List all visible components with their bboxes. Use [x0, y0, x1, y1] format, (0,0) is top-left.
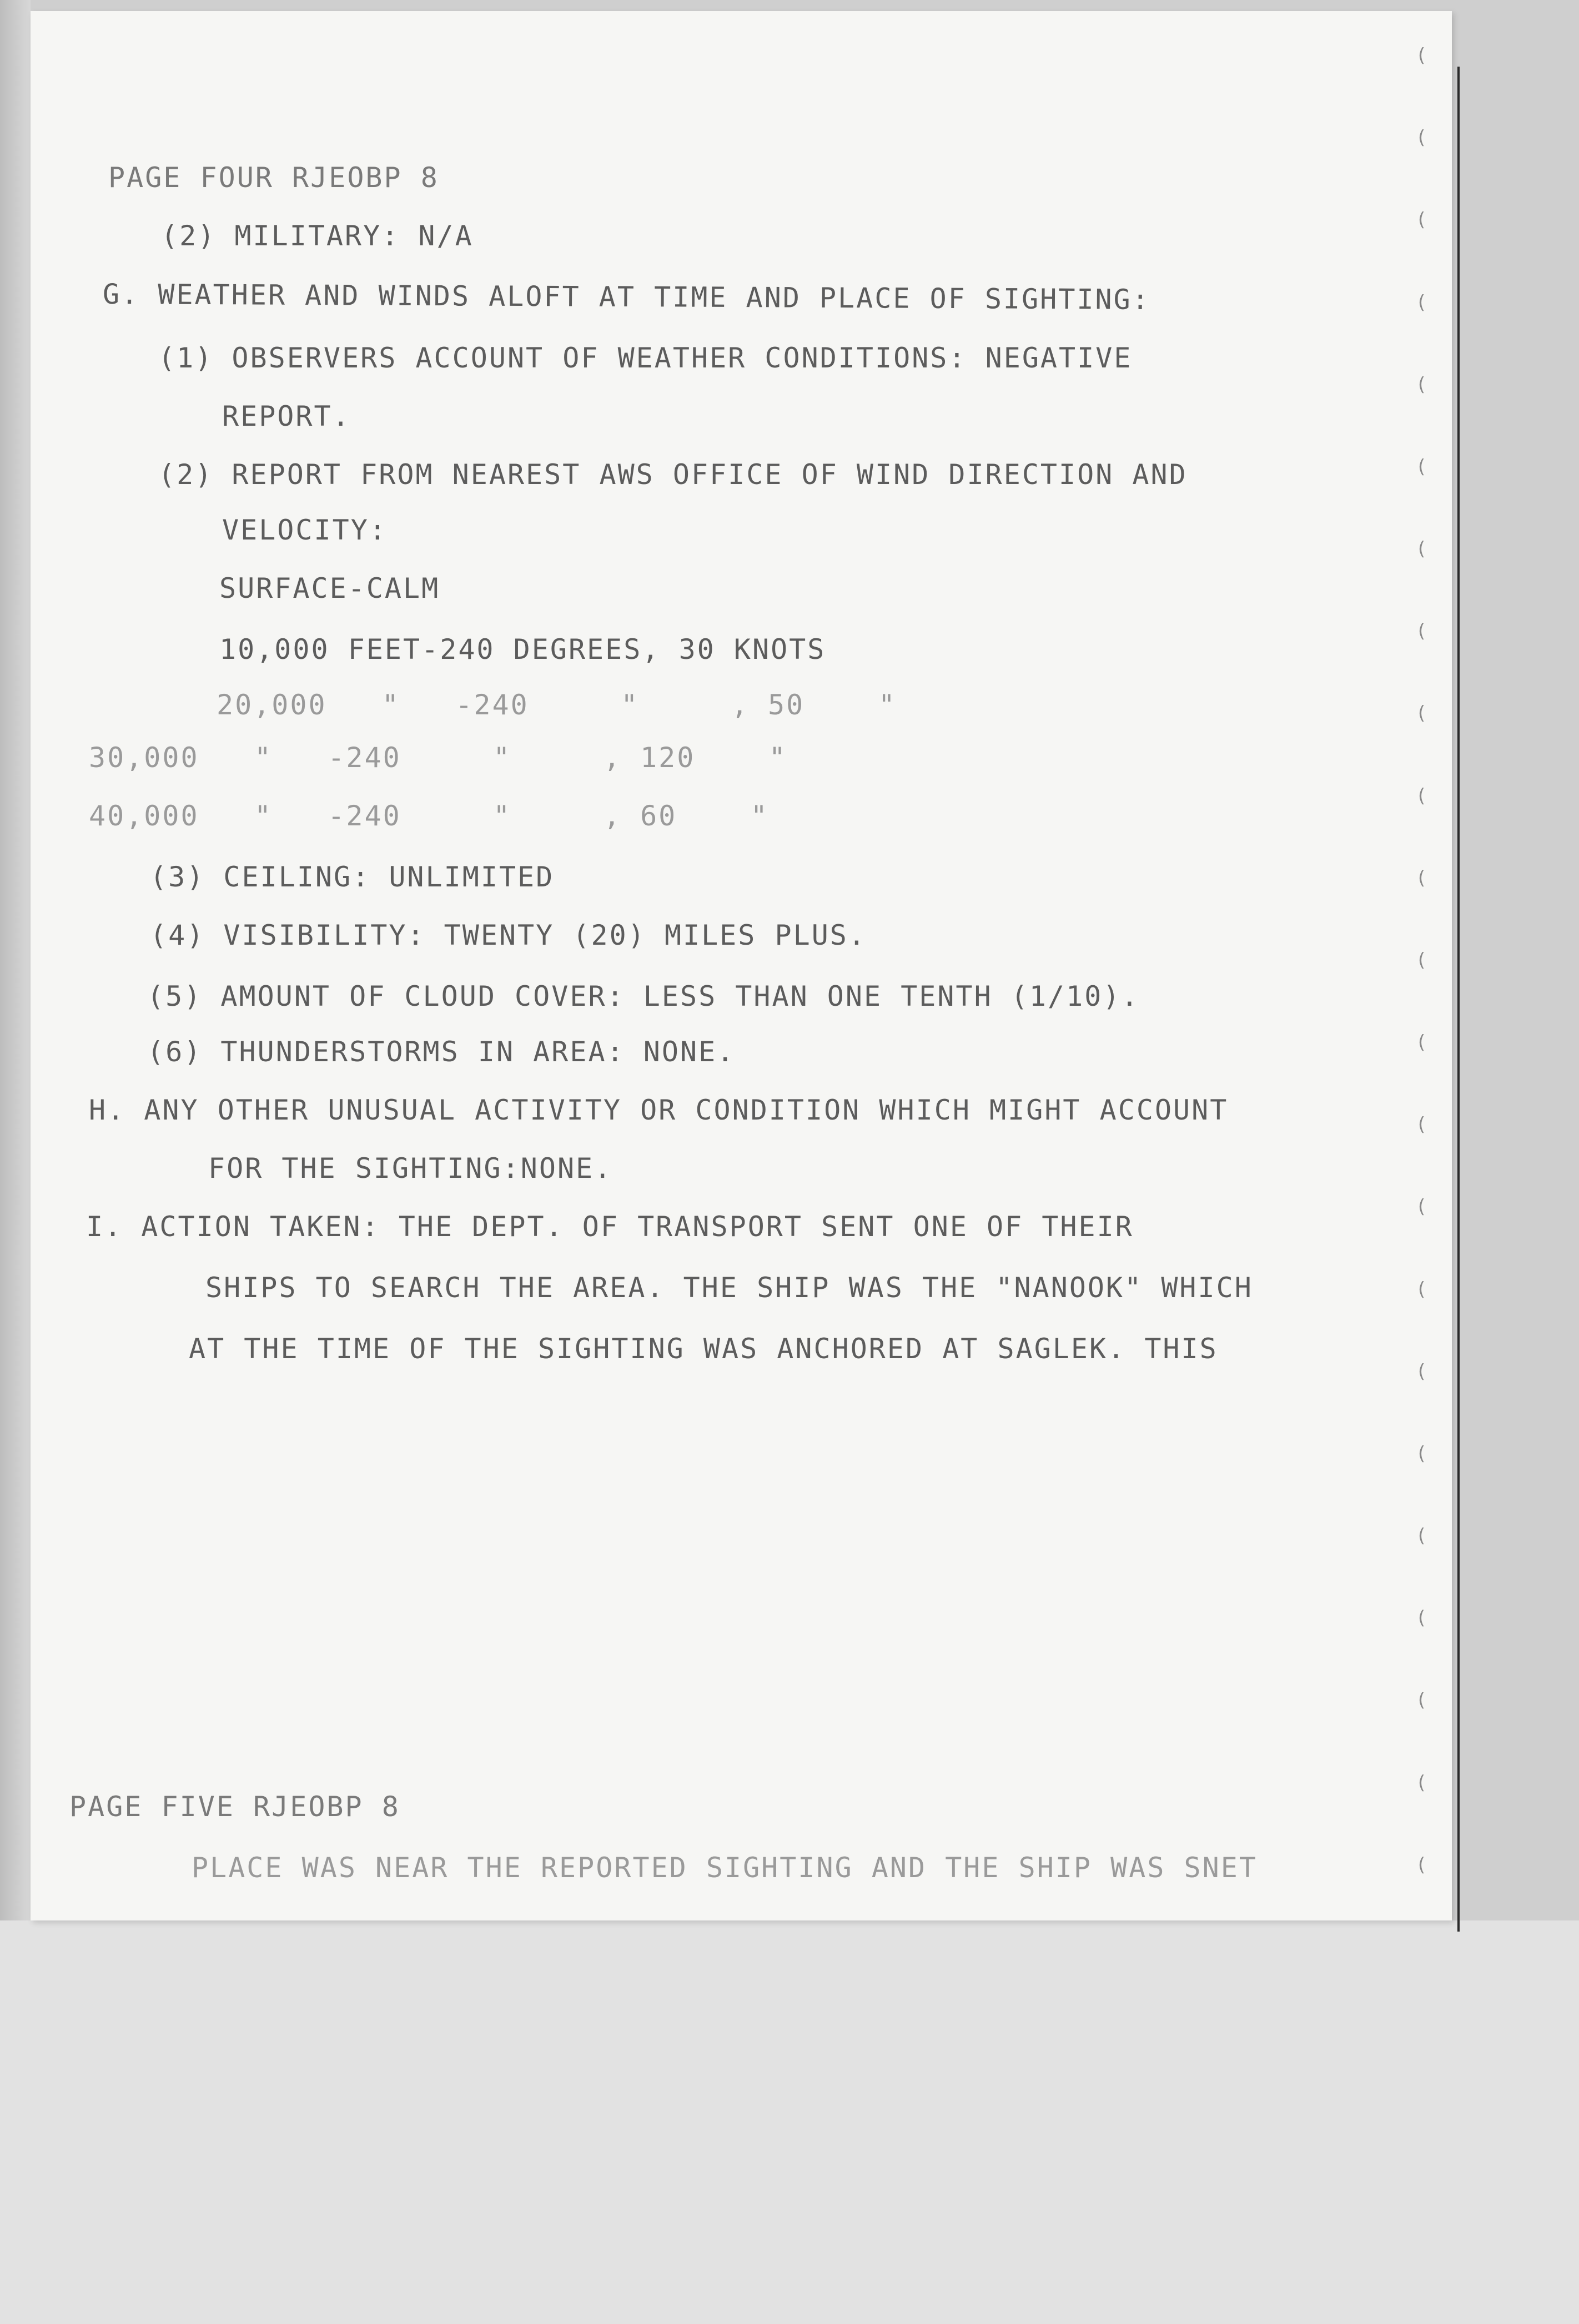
thunderstorms-line: (6) THUNDERSTORMS IN AREA: NONE. — [147, 1036, 736, 1068]
wind-20000: 20,000 " -240 " , 50 " — [217, 689, 897, 721]
margin-mark: ( — [1415, 784, 1427, 807]
ceiling-line: (3) CEILING: UNLIMITED — [150, 861, 555, 893]
margin-mark: ( — [1415, 1607, 1427, 1630]
section-i-line1: I. ACTION TAKEN: THE DEPT. OF TRANSPORT SENT ONE OF THEIR — [86, 1211, 1134, 1243]
film-backdrop — [0, 1920, 1579, 2324]
wind-40000: 40,000 " -240 " , 60 " — [89, 800, 769, 832]
margin-mark: ( — [1415, 127, 1427, 149]
section-g-item2-line1: (2) REPORT FROM NEAREST AWS OFFICE OF WIND DIRECTION AND — [158, 458, 1188, 491]
cloud-cover-line: (5) AMOUNT OF CLOUD COVER: LESS THAN ONE TENTH (1/10). — [147, 980, 1140, 1012]
margin-mark: ( — [1415, 44, 1427, 67]
page-five-header: PAGE FIVE RJEOBP 8 — [69, 1791, 400, 1823]
page-five-line1: PLACE WAS NEAR THE REPORTED SIGHTING AND THE SHIP WAS SNET — [192, 1852, 1258, 1884]
surface-wind: SURFACE-CALM — [219, 572, 440, 604]
perforation-margin — [1405, 44, 1438, 1876]
section-g-item1-line1: (1) OBSERVERS ACCOUNT OF WEATHER CONDITIONS: NEGATIVE — [158, 342, 1133, 374]
section-g-item1-line2: REPORT. — [222, 400, 351, 432]
section-h-line2: FOR THE SIGHTING:NONE. — [208, 1152, 613, 1184]
margin-mark: ( — [1415, 949, 1427, 971]
section-i-line3: AT THE TIME OF THE SIGHTING WAS ANCHORED AT SAGLEK. THIS — [189, 1333, 1218, 1365]
margin-mark: ( — [1415, 1442, 1427, 1465]
page-edge-rule — [1457, 67, 1460, 1932]
military-line: (2) MILITARY: N/A — [161, 220, 474, 252]
wind-30000: 30,000 " -240 " , 120 " — [89, 742, 787, 774]
margin-mark: ( — [1415, 1031, 1427, 1054]
margin-mark: ( — [1415, 1360, 1427, 1383]
margin-mark: ( — [1415, 1278, 1427, 1300]
margin-mark: ( — [1415, 1113, 1427, 1136]
margin-mark: ( — [1415, 1525, 1427, 1547]
margin-mark: ( — [1415, 620, 1427, 643]
section-g-item2-line2: VELOCITY: — [222, 514, 388, 546]
film-edge-shadow — [0, 0, 31, 1920]
margin-mark: ( — [1415, 373, 1427, 396]
margin-mark: ( — [1415, 1689, 1427, 1712]
visibility-line: (4) VISIBILITY: TWENTY (20) MILES PLUS. — [150, 919, 867, 951]
margin-mark: ( — [1415, 538, 1427, 561]
margin-mark: ( — [1415, 1196, 1427, 1218]
wind-10000: 10,000 FEET-240 DEGREES, 30 KNOTS — [219, 633, 826, 666]
section-i-line2: SHIPS TO SEARCH THE AREA. THE SHIP WAS THE "NANOOK" WHICH — [205, 1272, 1253, 1304]
page-four-header: PAGE FOUR RJEOBP 8 — [108, 162, 439, 194]
margin-mark: ( — [1415, 1853, 1427, 1876]
margin-mark: ( — [1415, 209, 1427, 231]
margin-mark: ( — [1415, 291, 1427, 314]
margin-mark: ( — [1415, 455, 1427, 478]
margin-mark: ( — [1415, 702, 1427, 725]
margin-mark: ( — [1415, 1771, 1427, 1794]
margin-mark: ( — [1415, 866, 1427, 889]
section-g-title: G. WEATHER AND WINDS ALOFT AT TIME AND PLACE OF SIGHTING: — [102, 278, 1150, 316]
section-h-line1: H. ANY OTHER UNUSUAL ACTIVITY OR CONDITION WHICH MIGHT ACCOUNT — [89, 1094, 1229, 1126]
